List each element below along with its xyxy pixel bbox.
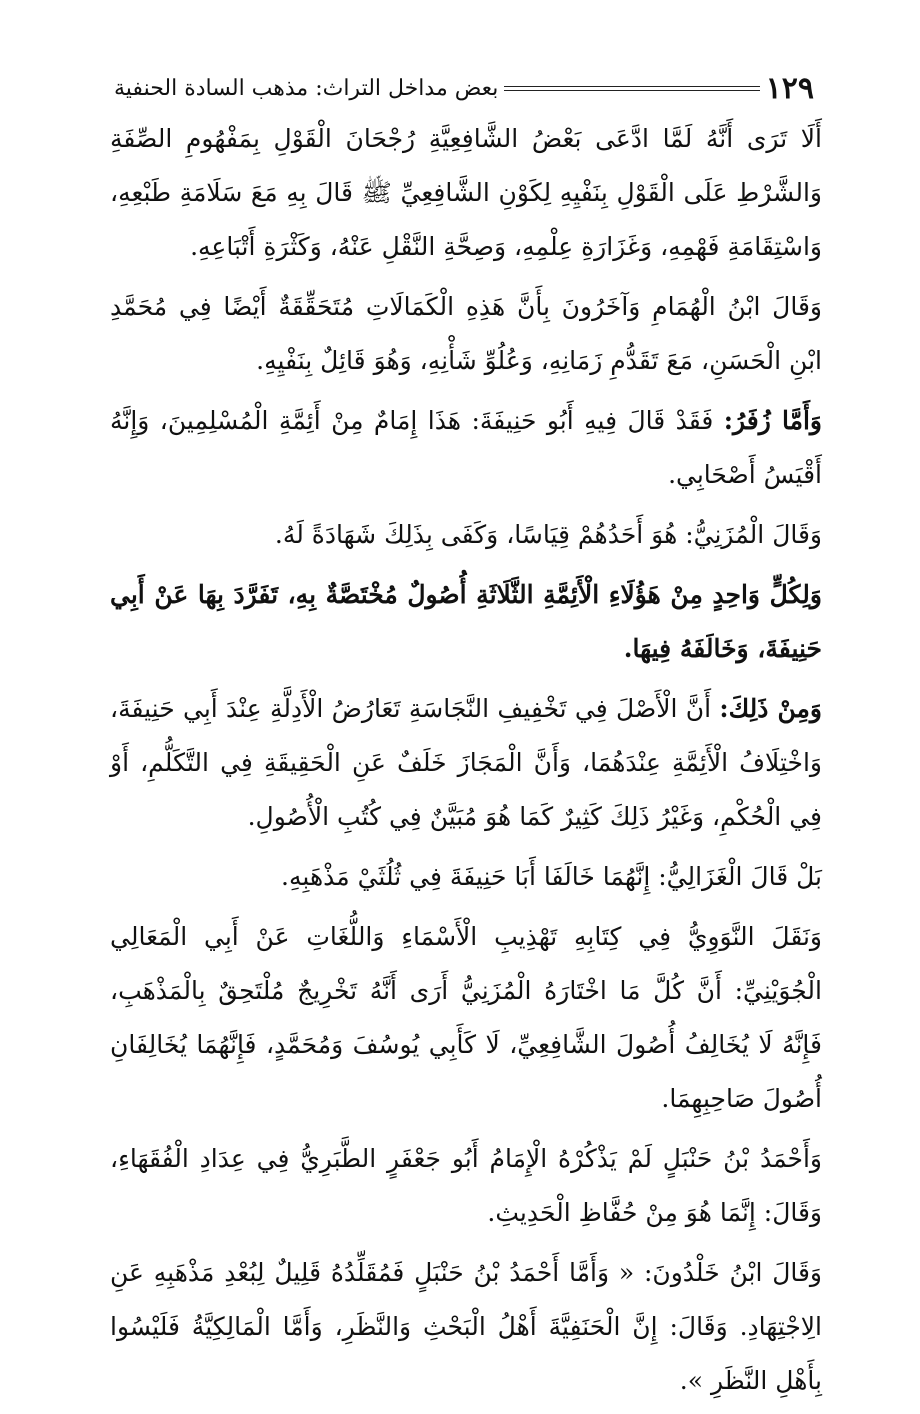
running-header bbox=[106, 64, 814, 112]
paragraph-lead: وَمِنْ ذَلِكَ: bbox=[719, 694, 822, 723]
paragraph bbox=[110, 280, 822, 388]
paragraph bbox=[110, 910, 822, 1126]
paragraph bbox=[110, 850, 822, 904]
paragraph bbox=[110, 682, 822, 844]
page-number: ١٢٩ bbox=[765, 70, 814, 106]
paragraph bbox=[110, 1132, 822, 1240]
paragraph bbox=[110, 1246, 822, 1408]
paragraph-bold bbox=[110, 568, 822, 676]
paragraph-text: أَلَا تَرَى أَنَّهُ لَمَّا ادَّعَى بَعْضُ الشَّافِعِيَّةِ رُجْحَانَ الْقَوْلِ بِمَفْهُومِ الصِّفَةِ وَالشَّرْطِ عَلَى الْقَوْلِ بِنَفْيِهِ لِكَوْنِ الشَّافِعِيِّ ﷺ قَالَ بِهِ مَعَ سَلَامَةِ طَبْعِهِ، وَاسْتِقَامَةِ فَهْمِهِ، وَغَزَارَةِ عِلْمِهِ، وَصِحَّةِ النَّقْلِ عَنْهُ، وَكَثْرَةِ أَتْبَاعِهِ. bbox=[110, 124, 822, 261]
header-title: بعض مداخل التراث: مذهب السادة الحنفية bbox=[114, 75, 499, 101]
paragraph-text: وَأَحْمَدُ بْنُ حَنْبَلٍ لَمْ يَذْكُرْهُ الْإِمَامُ أَبُو جَعْفَرٍ الطَّبَرِيُّ فِي عِدَادِ الْفُقَهَاءِ، وَقَالَ: إِنَّمَا هُوَ مِنْ حُفَّاظِ الْحَدِيثِ. bbox=[110, 1144, 822, 1227]
paragraph-text: وَقَالَ ابْنُ خَلْدُونَ: « وَأَمَّا أَحْمَدُ بْنُ حَنْبَلٍ فَمُقَلِّدُهُ قَلِيلٌ لِبُعْدِ مَذْهَبِهِ عَنِ الِاجْتِهَادِ. وَقَالَ: إِنَّ الْحَنَفِيَّةَ أَهْلُ الْبَحْثِ وَالنَّظَرِ، وَأَمَّا الْمَالِكِيَّةُ فَلَيْسُوا بِأَهْلِ النَّظَرِ ». bbox=[110, 1258, 822, 1395]
header-rule bbox=[504, 86, 759, 91]
paragraph bbox=[110, 394, 822, 502]
paragraph-text: أَنَّ الْأَصْلَ فِي تَخْفِيفِ النَّجَاسَةِ تَعَارُضُ الْأَدِلَّةِ عِنْدَ أَبِي حَنِيفَةَ، وَاخْتِلَافُ الْأَئِمَّةِ عِنْدَهُمَا، وَأَنَّ الْمَجَازَ خَلَفٌ عَنِ الْحَقِيقَةِ فِي التَّكَلُّمِ، أَوْ فِي الْحُكْمِ، وَغَيْرُ ذَلِكَ كَثِيرٌ كَمَا هُوَ مُبَيَّنٌ فِي كُتُبِ الْأُصُولِ. bbox=[110, 694, 822, 831]
paragraph-text: فَقَدْ قَالَ فِيهِ أَبُو حَنِيفَةَ: هَذَا إِمَامٌ مِنْ أَئِمَّةِ الْمُسْلِمِينَ، وَإِنَّهُ أَقْيَسُ أَصْحَابِي. bbox=[110, 406, 822, 489]
paragraph-text: وَقَالَ ابْنُ الْهُمَامِ وَآخَرُونَ بِأَنَّ هَذِهِ الْكَمَالَاتِ مُتَحَقِّقَةٌ أَيْضًا فِي مُحَمَّدِ ابْنِ الْحَسَنِ، مَعَ تَقَدُّمِ زَمَانِهِ، وَعُلُوِّ شَأْنِهِ، وَهُوَ قَائِلٌ بِنَفْيِهِ. bbox=[110, 292, 822, 375]
paragraph-text: وَنَقَلَ النَّوَوِيُّ فِي كِتَابِهِ تَهْذِيبِ الْأَسْمَاءِ وَاللُّغَاتِ عَنْ أَبِي الْمَعَالِي الْجُوَيْنِيِّ: أَنَّ كُلَّ مَا اخْتَارَهُ الْمُزَنِيُّ أَرَى أَنَّهُ تَخْرِيجٌ مُلْتَحِقٌ بِالْمَذْهَبِ، فَإِنَّهُ لَا يُخَالِفُ أُصُولَ الشَّافِعِيِّ، لَا كَأَبِي يُوسُفَ وَمُحَمَّدٍ، فَإِنَّهُمَا يُخَالِفَانِ أُصُولَ صَاحِبِهِمَا. bbox=[110, 922, 822, 1113]
paragraph bbox=[110, 112, 822, 274]
paragraph-lead: وَأَمَّا زُفَرُ: bbox=[723, 406, 822, 435]
paragraph-lead: وَلِكُلٍّ وَاحِدٍ مِنْ هَؤُلَاءِ الْأَئِمَّةِ الثَّلَاثَةِ أُصُولٌ مُخْتَصَّةٌ بِهِ، تَفَرَّدَ بِهَا عَنْ أَبِي حَنِيفَةَ، وَخَالَفَهُ فِيهَا. bbox=[110, 580, 822, 663]
paragraph-text: بَلْ قَالَ الْغَزَالِيُّ: إِنَّهُمَا خَالَفَا أَبَا حَنِيفَةَ فِي ثُلُثَيْ مَذْهَبِهِ. bbox=[281, 862, 822, 891]
paragraph bbox=[110, 508, 822, 562]
page-body bbox=[110, 112, 822, 1414]
paragraph-text: وَقَالَ الْمُزَنِيُّ: هُوَ أَحَدُهُمْ قِيَاسًا، وَكَفَى بِذَلِكَ شَهَادَةً لَهُ. bbox=[274, 520, 822, 549]
